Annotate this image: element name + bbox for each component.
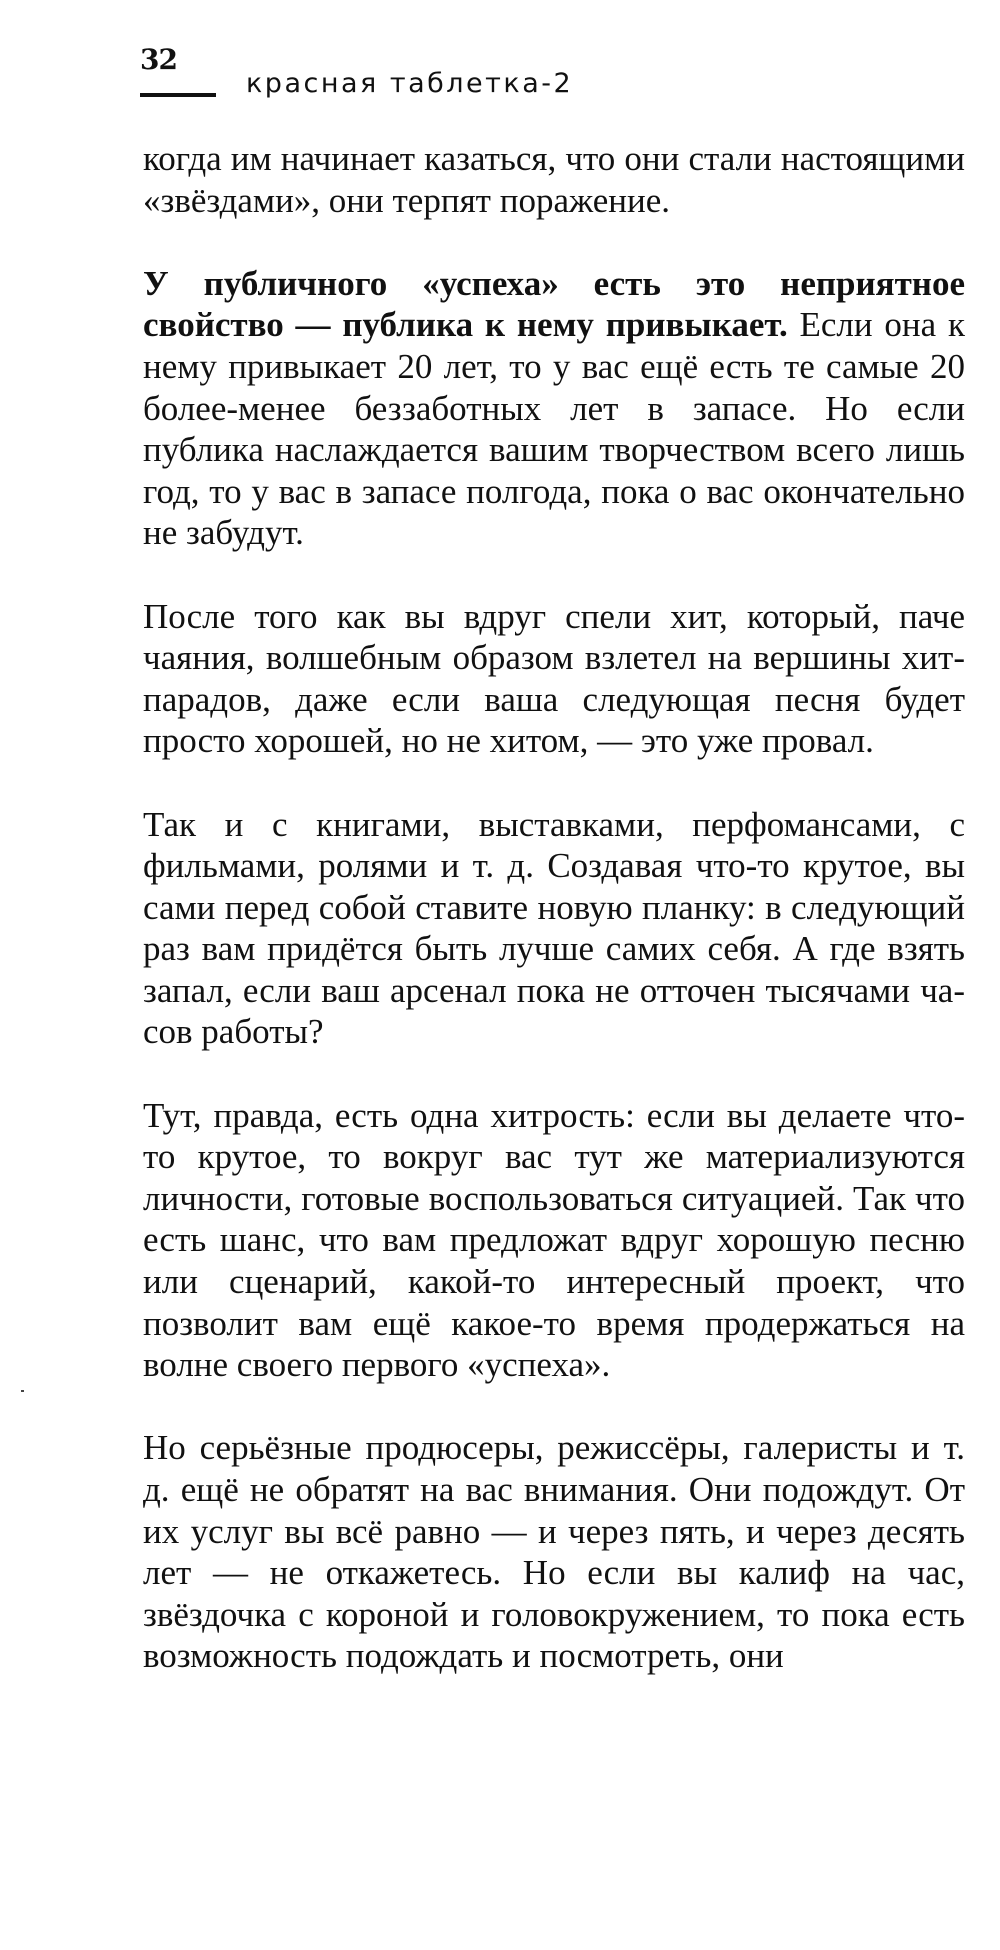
running-head	[140, 44, 840, 104]
paragraph	[143, 263, 965, 554]
body-text	[143, 138, 965, 1719]
paragraph	[143, 1095, 965, 1386]
paragraph	[143, 596, 965, 762]
paragraph-text: Тут, правда, есть одна хитрость: если вы делаете что-то крутое, то вокруг вас тут же материализуются личности, готовые воспользоваться ситуацией. Так что есть шанс, что вам предложат вдруг хорошую песню или сценарий, какой-то интересный проект, что позволит вам ещё какое-то время продержаться на волне своего первого «успеха».	[143, 1095, 965, 1385]
paragraph-text: Но серьёзные продюсеры, режиссёры, галеристы и т. д. ещё не обратят на вас внимания. Они подождут. От их услуг вы всё равно — и через пять, и через десять лет — не откажетесь. Но если вы калиф на час, звёздочка с короной и головокружением, то пока есть возможность подождать и посмотреть, они	[143, 1428, 965, 1676]
paragraph	[143, 1427, 965, 1677]
header-rule	[140, 93, 216, 97]
paragraph-text: Так и с книгами, выставками, перфомансами, с фильмами, ролями и т. д. Создавая что-то крутое, вы сами перед собой ставите новую планку: в следующий раз вам придётся быть лучше самих себя. А где взять запал, если ваш арсенал пока не отточен тысячами часов работы?	[143, 804, 965, 1052]
paragraph-text: когда им начинает казаться, что они стали настоящими «звёздами», они терпят поражение.	[143, 139, 965, 220]
paragraph-text: Если она к нему привыкает 20 лет, то у вас ещё есть те самые 20 более-менее беззаботных лет в запасе. Но если публика наслаждается вашим творчеством всего лишь год, то у вас в запасе полгода, пока о вас окончательно не забудут.	[143, 305, 965, 553]
running-title: красная таблетка-2	[246, 68, 574, 99]
bold-lead-sentence: У публичного «успеха» есть это неприятное свойство — публика к нему привыкает.	[143, 263, 965, 345]
paragraph-text: После того как вы вдруг спели хит, который, паче чаяния, волшебным образом взлетел на вершины хит-парадов, даже если ваша следующая песня будет просто хорошей, но не хитом, — это уже провал.	[143, 596, 965, 761]
scan-speck	[21, 1390, 24, 1392]
paragraph	[143, 138, 965, 221]
page-number: 32	[140, 43, 177, 76]
paragraph	[143, 804, 965, 1054]
